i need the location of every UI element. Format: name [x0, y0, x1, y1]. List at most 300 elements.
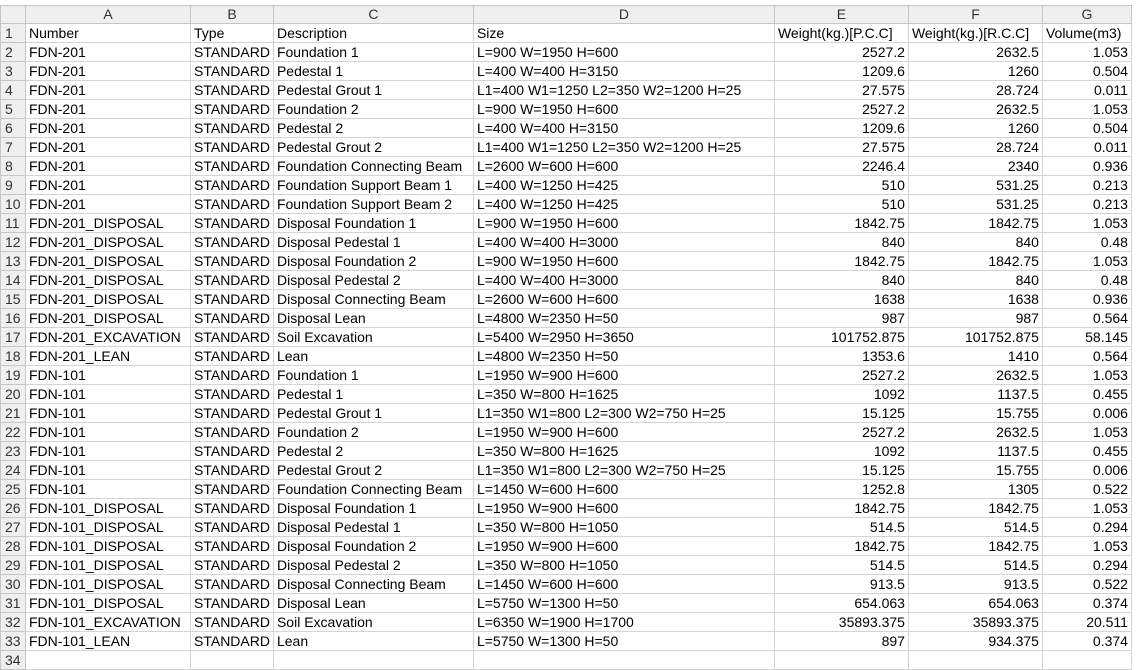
cell-g11[interactable]: 1.053: [1042, 214, 1131, 233]
cell-d24[interactable]: L1=350 W1=800 L2=300 W2=750 H=25: [473, 461, 774, 480]
cell-d15[interactable]: L=2600 W=600 H=600: [473, 290, 774, 309]
column-header-b[interactable]: B: [191, 6, 274, 24]
cell-a17[interactable]: FDN-201_EXCAVATION: [26, 328, 191, 347]
cell-a11[interactable]: FDN-201_DISPOSAL: [26, 214, 191, 233]
cell-e13[interactable]: 1842.75: [774, 252, 908, 271]
cell-b11[interactable]: STANDARD: [191, 214, 274, 233]
cell-g6[interactable]: 0.504: [1042, 119, 1131, 138]
cell-d31[interactable]: L=5750 W=1300 H=50: [473, 594, 774, 613]
cell-c32[interactable]: Soil Excavation: [273, 613, 473, 632]
row-header[interactable]: 32: [1, 613, 26, 632]
cell-f31[interactable]: 654.063: [908, 594, 1042, 613]
cell-e25[interactable]: 1252.8: [774, 480, 908, 499]
cell-d27[interactable]: L=350 W=800 H=1050: [473, 518, 774, 537]
cell-g19[interactable]: 1.053: [1042, 366, 1131, 385]
cell-g22[interactable]: 1.053: [1042, 423, 1131, 442]
cell-e8[interactable]: 2246.4: [774, 157, 908, 176]
cell-g27[interactable]: 0.294: [1042, 518, 1131, 537]
row-header[interactable]: 29: [1, 556, 26, 575]
cell-f11[interactable]: 1842.75: [908, 214, 1042, 233]
cell-c26[interactable]: Disposal Foundation 1: [273, 499, 473, 518]
cell-b26[interactable]: STANDARD: [191, 499, 274, 518]
cell-g23[interactable]: 0.455: [1042, 442, 1131, 461]
cell-g12[interactable]: 0.48: [1042, 233, 1131, 252]
cell-g25[interactable]: 0.522: [1042, 480, 1131, 499]
table-row: [1, 594, 1132, 613]
cell-d12[interactable]: L=400 W=400 H=3000: [473, 233, 774, 252]
empty-cell[interactable]: [273, 651, 473, 670]
row-header[interactable]: 15: [1, 290, 26, 309]
cell-e15[interactable]: 1638: [774, 290, 908, 309]
cell-b13[interactable]: STANDARD: [191, 252, 274, 271]
row-header[interactable]: 18: [1, 347, 26, 366]
cell-e33[interactable]: 897: [774, 632, 908, 651]
cell-e31[interactable]: 654.063: [774, 594, 908, 613]
cell-a12[interactable]: FDN-201_DISPOSAL: [26, 233, 191, 252]
cell-c20[interactable]: Pedestal 1: [273, 385, 473, 404]
cell-g17[interactable]: 58.145: [1042, 328, 1131, 347]
cell-c5[interactable]: Foundation 2: [273, 100, 473, 119]
row-header[interactable]: 16: [1, 309, 26, 328]
cell-b2[interactable]: STANDARD: [191, 43, 274, 62]
cell-b28[interactable]: STANDARD: [191, 537, 274, 556]
cell-c22[interactable]: Foundation 2: [273, 423, 473, 442]
cell-b1[interactable]: Type: [191, 24, 274, 43]
cell-e9[interactable]: 510: [774, 176, 908, 195]
row-header[interactable]: 14: [1, 271, 26, 290]
empty-cell[interactable]: [774, 651, 908, 670]
cell-e16[interactable]: 987: [774, 309, 908, 328]
table-row: [1, 290, 1132, 309]
cell-e12[interactable]: 840: [774, 233, 908, 252]
cell-c16[interactable]: Disposal Lean: [273, 309, 473, 328]
cell-f16[interactable]: 987: [908, 309, 1042, 328]
cell-a26[interactable]: FDN-101_DISPOSAL: [26, 499, 191, 518]
cell-f29[interactable]: 514.5: [908, 556, 1042, 575]
cell-f3[interactable]: 1260: [908, 62, 1042, 81]
cell-d3[interactable]: L=400 W=400 H=3150: [473, 62, 774, 81]
cell-e6[interactable]: 1209.6: [774, 119, 908, 138]
cell-g24[interactable]: 0.006: [1042, 461, 1131, 480]
cell-f28[interactable]: 1842.75: [908, 537, 1042, 556]
cell-g31[interactable]: 0.374: [1042, 594, 1131, 613]
cell-b18[interactable]: STANDARD: [191, 347, 274, 366]
row-header[interactable]: 28: [1, 537, 26, 556]
cell-b5[interactable]: STANDARD: [191, 100, 274, 119]
row-header[interactable]: 31: [1, 594, 26, 613]
cell-c25[interactable]: Foundation Connecting Beam: [273, 480, 473, 499]
cell-e22[interactable]: 2527.2: [774, 423, 908, 442]
table-row: [1, 24, 1132, 43]
empty-cell[interactable]: [908, 651, 1042, 670]
cell-g5[interactable]: 1.053: [1042, 100, 1131, 119]
cell-c23[interactable]: Pedestal 2: [273, 442, 473, 461]
row-header[interactable]: 22: [1, 423, 26, 442]
cell-f30[interactable]: 913.5: [908, 575, 1042, 594]
row-header[interactable]: 30: [1, 575, 26, 594]
spreadsheet-grid: [0, 5, 1132, 670]
cell-d7[interactable]: L1=400 W1=1250 L2=350 W2=1200 H=25: [473, 138, 774, 157]
row-header[interactable]: 26: [1, 499, 26, 518]
cell-e24[interactable]: 15.125: [774, 461, 908, 480]
cell-f18[interactable]: 1410: [908, 347, 1042, 366]
row-header[interactable]: 8: [1, 157, 26, 176]
cell-b27[interactable]: STANDARD: [191, 518, 274, 537]
table-row: [1, 157, 1132, 176]
cell-c18[interactable]: Lean: [273, 347, 473, 366]
cell-c27[interactable]: Disposal Pedestal 1: [273, 518, 473, 537]
table-row: [1, 537, 1132, 556]
row-header[interactable]: 1: [1, 24, 26, 43]
cell-g28[interactable]: 1.053: [1042, 537, 1131, 556]
cell-b12[interactable]: STANDARD: [191, 233, 274, 252]
cell-a3[interactable]: FDN-201: [26, 62, 191, 81]
row-header[interactable]: 6: [1, 119, 26, 138]
cell-e14[interactable]: 840: [774, 271, 908, 290]
cell-c19[interactable]: Foundation 1: [273, 366, 473, 385]
cell-a14[interactable]: FDN-201_DISPOSAL: [26, 271, 191, 290]
cell-d5[interactable]: L=900 W=1950 H=600: [473, 100, 774, 119]
table-row: [1, 43, 1132, 62]
cell-c6[interactable]: Pedestal 2: [273, 119, 473, 138]
cell-f32[interactable]: 35893.375: [908, 613, 1042, 632]
cell-c2[interactable]: Foundation 1: [273, 43, 473, 62]
cell-c31[interactable]: Disposal Lean: [273, 594, 473, 613]
select-all-corner[interactable]: [1, 6, 26, 24]
cell-f6[interactable]: 1260: [908, 119, 1042, 138]
cell-f20[interactable]: 1137.5: [908, 385, 1042, 404]
cell-c4[interactable]: Pedestal Grout 1: [273, 81, 473, 100]
cell-g1[interactable]: Volume(m3): [1042, 24, 1131, 43]
cell-b30[interactable]: STANDARD: [191, 575, 274, 594]
cell-g7[interactable]: 0.011: [1042, 138, 1131, 157]
cell-b17[interactable]: STANDARD: [191, 328, 274, 347]
cell-b23[interactable]: STANDARD: [191, 442, 274, 461]
cell-d17[interactable]: L=5400 W=2950 H=3650: [473, 328, 774, 347]
cell-c3[interactable]: Pedestal 1: [273, 62, 473, 81]
cell-f15[interactable]: 1638: [908, 290, 1042, 309]
row-header[interactable]: 20: [1, 385, 26, 404]
cell-b4[interactable]: STANDARD: [191, 81, 274, 100]
cell-b10[interactable]: STANDARD: [191, 195, 274, 214]
cell-a23[interactable]: FDN-101: [26, 442, 191, 461]
row-header[interactable]: 5: [1, 100, 26, 119]
cell-a19[interactable]: FDN-101: [26, 366, 191, 385]
cell-e18[interactable]: 1353.6: [774, 347, 908, 366]
cell-d2[interactable]: L=900 W=1950 H=600: [473, 43, 774, 62]
cell-f23[interactable]: 1137.5: [908, 442, 1042, 461]
row-header[interactable]: 24: [1, 461, 26, 480]
cell-b31[interactable]: STANDARD: [191, 594, 274, 613]
cell-a30[interactable]: FDN-101_DISPOSAL: [26, 575, 191, 594]
column-header-row: [1, 6, 1132, 24]
cell-e17[interactable]: 101752.875: [774, 328, 908, 347]
cell-f22[interactable]: 2632.5: [908, 423, 1042, 442]
cell-f25[interactable]: 1305: [908, 480, 1042, 499]
cell-d9[interactable]: L=400 W=1250 H=425: [473, 176, 774, 195]
row-header[interactable]: 34: [1, 651, 26, 670]
cell-e2[interactable]: 2527.2: [774, 43, 908, 62]
cell-c33[interactable]: Lean: [273, 632, 473, 651]
cell-a32[interactable]: FDN-101_EXCAVATION: [26, 613, 191, 632]
cell-b15[interactable]: STANDARD: [191, 290, 274, 309]
row-header[interactable]: 17: [1, 328, 26, 347]
cell-a15[interactable]: FDN-201_DISPOSAL: [26, 290, 191, 309]
cell-d10[interactable]: L=400 W=1250 H=425: [473, 195, 774, 214]
cell-f1[interactable]: Weight(kg.)[R.C.C]: [908, 24, 1042, 43]
table-row: [1, 62, 1132, 81]
cell-a31[interactable]: FDN-101_DISPOSAL: [26, 594, 191, 613]
cell-f7[interactable]: 28.724: [908, 138, 1042, 157]
cell-g21[interactable]: 0.006: [1042, 404, 1131, 423]
cell-f19[interactable]: 2632.5: [908, 366, 1042, 385]
cell-b24[interactable]: STANDARD: [191, 461, 274, 480]
cell-f33[interactable]: 934.375: [908, 632, 1042, 651]
cell-d23[interactable]: L=350 W=800 H=1625: [473, 442, 774, 461]
row-header[interactable]: 9: [1, 176, 26, 195]
cell-d30[interactable]: L=1450 W=600 H=600: [473, 575, 774, 594]
row-header[interactable]: 12: [1, 233, 26, 252]
cell-a29[interactable]: FDN-101_DISPOSAL: [26, 556, 191, 575]
cell-d4[interactable]: L1=400 W1=1250 L2=350 W2=1200 H=25: [473, 81, 774, 100]
cell-a16[interactable]: FDN-201_DISPOSAL: [26, 309, 191, 328]
cell-f24[interactable]: 15.755: [908, 461, 1042, 480]
cell-d19[interactable]: L=1950 W=900 H=600: [473, 366, 774, 385]
cell-g16[interactable]: 0.564: [1042, 309, 1131, 328]
cell-c12[interactable]: Disposal Pedestal 1: [273, 233, 473, 252]
row-header[interactable]: 23: [1, 442, 26, 461]
cell-d29[interactable]: L=350 W=800 H=1050: [473, 556, 774, 575]
cell-a8[interactable]: FDN-201: [26, 157, 191, 176]
column-header-d[interactable]: D: [473, 6, 774, 24]
cell-e32[interactable]: 35893.375: [774, 613, 908, 632]
cell-e10[interactable]: 510: [774, 195, 908, 214]
cell-a4[interactable]: FDN-201: [26, 81, 191, 100]
row-header[interactable]: 33: [1, 632, 26, 651]
row-header[interactable]: 10: [1, 195, 26, 214]
cell-b32[interactable]: STANDARD: [191, 613, 274, 632]
cell-g8[interactable]: 0.936: [1042, 157, 1131, 176]
cell-e1[interactable]: Weight(kg.)[P.C.C]: [774, 24, 908, 43]
cell-d28[interactable]: L=1950 W=900 H=600: [473, 537, 774, 556]
table-row: [1, 233, 1132, 252]
cell-b25[interactable]: STANDARD: [191, 480, 274, 499]
cell-f12[interactable]: 840: [908, 233, 1042, 252]
cell-f10[interactable]: 531.25: [908, 195, 1042, 214]
cell-d22[interactable]: L=1950 W=900 H=600: [473, 423, 774, 442]
cell-g10[interactable]: 0.213: [1042, 195, 1131, 214]
cell-c10[interactable]: Foundation Support Beam 2: [273, 195, 473, 214]
cell-e5[interactable]: 2527.2: [774, 100, 908, 119]
cell-c17[interactable]: Soil Excavation: [273, 328, 473, 347]
cell-d14[interactable]: L=400 W=400 H=3000: [473, 271, 774, 290]
cell-a25[interactable]: FDN-101: [26, 480, 191, 499]
cell-g33[interactable]: 0.374: [1042, 632, 1131, 651]
row-header[interactable]: 21: [1, 404, 26, 423]
cell-d1[interactable]: Size: [473, 24, 774, 43]
cell-d11[interactable]: L=900 W=1950 H=600: [473, 214, 774, 233]
column-header-g[interactable]: G: [1042, 6, 1131, 24]
table-row: [1, 176, 1132, 195]
cell-a21[interactable]: FDN-101: [26, 404, 191, 423]
cell-d13[interactable]: L=900 W=1950 H=600: [473, 252, 774, 271]
cell-d6[interactable]: L=400 W=400 H=3150: [473, 119, 774, 138]
empty-cell[interactable]: [473, 651, 774, 670]
row-header[interactable]: 7: [1, 138, 26, 157]
cell-c15[interactable]: Disposal Connecting Beam: [273, 290, 473, 309]
cell-f8[interactable]: 2340: [908, 157, 1042, 176]
table-row: [1, 480, 1132, 499]
cell-e28[interactable]: 1842.75: [774, 537, 908, 556]
cell-a28[interactable]: FDN-101_DISPOSAL: [26, 537, 191, 556]
cell-c8[interactable]: Foundation Connecting Beam: [273, 157, 473, 176]
column-header-a[interactable]: A: [26, 6, 191, 24]
cell-b8[interactable]: STANDARD: [191, 157, 274, 176]
cell-f27[interactable]: 514.5: [908, 518, 1042, 537]
cell-g2[interactable]: 1.053: [1042, 43, 1131, 62]
cell-c14[interactable]: Disposal Pedestal 2: [273, 271, 473, 290]
cell-c9[interactable]: Foundation Support Beam 1: [273, 176, 473, 195]
cell-c1[interactable]: Description: [273, 24, 473, 43]
cell-d18[interactable]: L=4800 W=2350 H=50: [473, 347, 774, 366]
table-row-partial: [1, 651, 1132, 670]
cell-f17[interactable]: 101752.875: [908, 328, 1042, 347]
cell-b14[interactable]: STANDARD: [191, 271, 274, 290]
cell-g15[interactable]: 0.936: [1042, 290, 1131, 309]
table-row: [1, 347, 1132, 366]
empty-cell[interactable]: [191, 651, 274, 670]
cell-e30[interactable]: 913.5: [774, 575, 908, 594]
cell-b9[interactable]: STANDARD: [191, 176, 274, 195]
cell-b22[interactable]: STANDARD: [191, 423, 274, 442]
cell-a7[interactable]: FDN-201: [26, 138, 191, 157]
cell-b6[interactable]: STANDARD: [191, 119, 274, 138]
cell-a18[interactable]: FDN-201_LEAN: [26, 347, 191, 366]
row-header[interactable]: 2: [1, 43, 26, 62]
cell-f26[interactable]: 1842.75: [908, 499, 1042, 518]
empty-cell[interactable]: [26, 651, 191, 670]
cell-e3[interactable]: 1209.6: [774, 62, 908, 81]
cell-a10[interactable]: FDN-201: [26, 195, 191, 214]
cell-d25[interactable]: L=1450 W=600 H=600: [473, 480, 774, 499]
cell-c24[interactable]: Pedestal Grout 2: [273, 461, 473, 480]
cell-g29[interactable]: 0.294: [1042, 556, 1131, 575]
cell-b19[interactable]: STANDARD: [191, 366, 274, 385]
cell-c11[interactable]: Disposal Foundation 1: [273, 214, 473, 233]
cell-c29[interactable]: Disposal Pedestal 2: [273, 556, 473, 575]
grid-body: [1, 24, 1132, 670]
cell-a5[interactable]: FDN-201: [26, 100, 191, 119]
row-header[interactable]: 4: [1, 81, 26, 100]
cell-e27[interactable]: 514.5: [774, 518, 908, 537]
cell-g14[interactable]: 0.48: [1042, 271, 1131, 290]
row-header[interactable]: 13: [1, 252, 26, 271]
cell-g20[interactable]: 0.455: [1042, 385, 1131, 404]
cell-b3[interactable]: STANDARD: [191, 62, 274, 81]
cell-e23[interactable]: 1092: [774, 442, 908, 461]
row-header[interactable]: 19: [1, 366, 26, 385]
cell-b21[interactable]: STANDARD: [191, 404, 274, 423]
cell-d32[interactable]: L=6350 W=1900 H=1700: [473, 613, 774, 632]
column-header-c[interactable]: C: [273, 6, 473, 24]
cell-g32[interactable]: 20.511: [1042, 613, 1131, 632]
table-row: [1, 366, 1132, 385]
table-row: [1, 81, 1132, 100]
cell-d20[interactable]: L=350 W=800 H=1625: [473, 385, 774, 404]
cell-g13[interactable]: 1.053: [1042, 252, 1131, 271]
column-header-f[interactable]: F: [908, 6, 1042, 24]
cell-a13[interactable]: FDN-201_DISPOSAL: [26, 252, 191, 271]
cell-c7[interactable]: Pedestal Grout 2: [273, 138, 473, 157]
row-header[interactable]: 27: [1, 518, 26, 537]
cell-d21[interactable]: L1=350 W1=800 L2=300 W2=750 H=25: [473, 404, 774, 423]
cell-a27[interactable]: FDN-101_DISPOSAL: [26, 518, 191, 537]
cell-a22[interactable]: FDN-101: [26, 423, 191, 442]
cell-g30[interactable]: 0.522: [1042, 575, 1131, 594]
cell-f13[interactable]: 1842.75: [908, 252, 1042, 271]
cell-e26[interactable]: 1842.75: [774, 499, 908, 518]
cell-g4[interactable]: 0.011: [1042, 81, 1131, 100]
cell-b20[interactable]: STANDARD: [191, 385, 274, 404]
cell-c21[interactable]: Pedestal Grout 1: [273, 404, 473, 423]
cell-c30[interactable]: Disposal Connecting Beam: [273, 575, 473, 594]
cell-e29[interactable]: 514.5: [774, 556, 908, 575]
cell-b29[interactable]: STANDARD: [191, 556, 274, 575]
cell-a9[interactable]: FDN-201: [26, 176, 191, 195]
cell-d16[interactable]: L=4800 W=2350 H=50: [473, 309, 774, 328]
table-row: [1, 575, 1132, 594]
cell-f21[interactable]: 15.755: [908, 404, 1042, 423]
cell-b7[interactable]: STANDARD: [191, 138, 274, 157]
column-header-e[interactable]: E: [774, 6, 908, 24]
cell-a20[interactable]: FDN-101: [26, 385, 191, 404]
cell-a33[interactable]: FDN-101_LEAN: [26, 632, 191, 651]
cell-d26[interactable]: L=1950 W=900 H=600: [473, 499, 774, 518]
cell-c28[interactable]: Disposal Foundation 2: [273, 537, 473, 556]
row-header[interactable]: 25: [1, 480, 26, 499]
cell-e20[interactable]: 1092: [774, 385, 908, 404]
cell-c13[interactable]: Disposal Foundation 2: [273, 252, 473, 271]
cell-e21[interactable]: 15.125: [774, 404, 908, 423]
cell-f9[interactable]: 531.25: [908, 176, 1042, 195]
cell-e19[interactable]: 2527.2: [774, 366, 908, 385]
cell-e4[interactable]: 27.575: [774, 81, 908, 100]
cell-a1[interactable]: Number: [26, 24, 191, 43]
cell-a2[interactable]: FDN-201: [26, 43, 191, 62]
cell-f14[interactable]: 840: [908, 271, 1042, 290]
cell-d33[interactable]: L=5750 W=1300 H=50: [473, 632, 774, 651]
cell-f5[interactable]: 2632.5: [908, 100, 1042, 119]
empty-cell[interactable]: [1042, 651, 1131, 670]
cell-d8[interactable]: L=2600 W=600 H=600: [473, 157, 774, 176]
cell-g18[interactable]: 0.564: [1042, 347, 1131, 366]
row-header[interactable]: 11: [1, 214, 26, 233]
cell-e11[interactable]: 1842.75: [774, 214, 908, 233]
table-row: [1, 100, 1132, 119]
cell-g3[interactable]: 0.504: [1042, 62, 1131, 81]
row-header[interactable]: 3: [1, 62, 26, 81]
cell-e7[interactable]: 27.575: [774, 138, 908, 157]
cell-g26[interactable]: 1.053: [1042, 499, 1131, 518]
cell-b16[interactable]: STANDARD: [191, 309, 274, 328]
cell-f4[interactable]: 28.724: [908, 81, 1042, 100]
cell-b33[interactable]: STANDARD: [191, 632, 274, 651]
cell-f2[interactable]: 2632.5: [908, 43, 1042, 62]
table-row: [1, 613, 1132, 632]
cell-g9[interactable]: 0.213: [1042, 176, 1131, 195]
cell-a6[interactable]: FDN-201: [26, 119, 191, 138]
cell-a24[interactable]: FDN-101: [26, 461, 191, 480]
